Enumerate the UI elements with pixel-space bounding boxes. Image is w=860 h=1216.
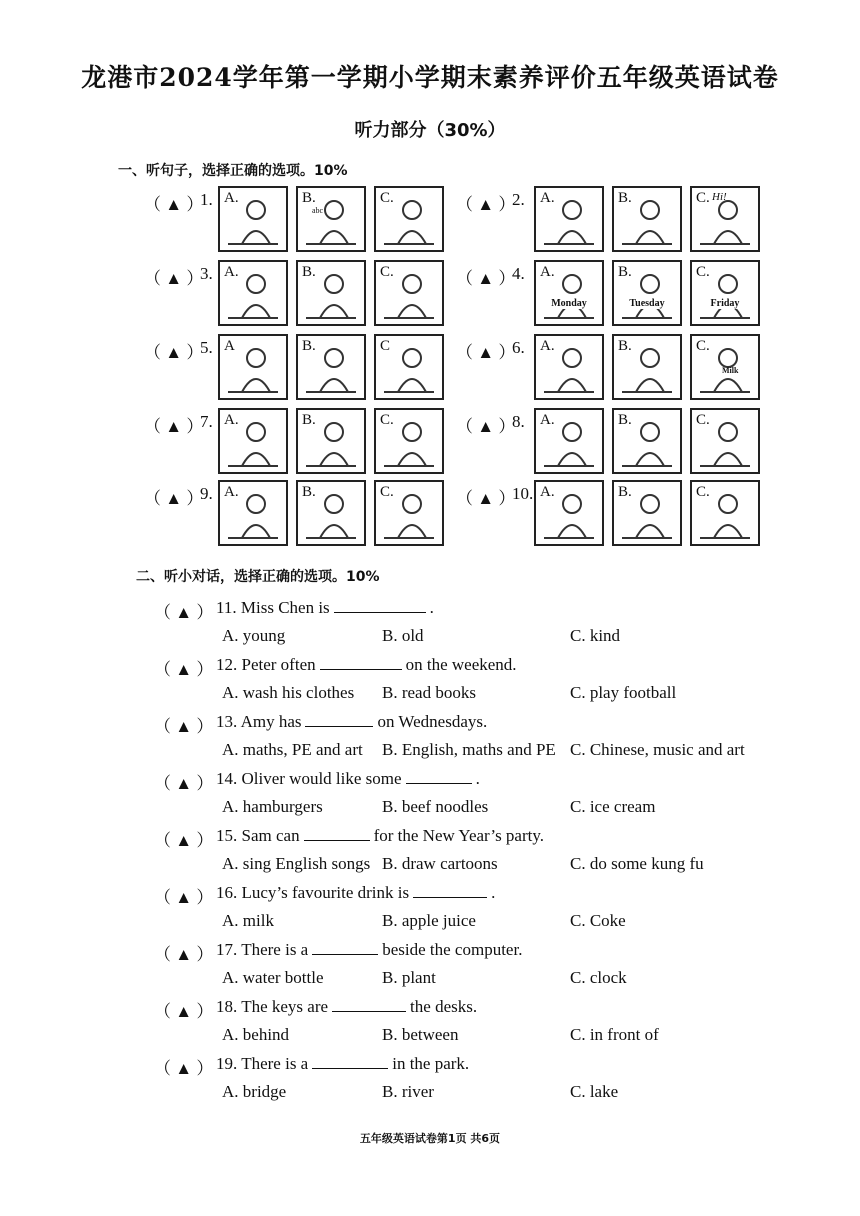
question-9-answer-bracket: （ ▲ ）: [144, 489, 204, 508]
option-letter: A.: [540, 338, 555, 354]
question-12-stem: [216, 655, 517, 675]
question-16-option-a[interactable]: A. milk: [222, 911, 274, 930]
option-letter: A: [224, 338, 235, 354]
question-text-before: Oliver would like some: [241, 769, 402, 788]
question-11-option-c[interactable]: C. kind: [570, 626, 621, 645]
exam-title: 龙港市2024学年第一学期小学期末素养评价五年级英语试卷: [81, 63, 779, 92]
picture-text: abc: [312, 206, 324, 215]
option-letter: C.: [380, 264, 394, 280]
question-text-before: There is a: [241, 940, 309, 959]
question-19-stem: [216, 1054, 469, 1074]
question-number: 19.: [216, 1054, 238, 1073]
question-9-option-a-picture[interactable]: [218, 480, 288, 546]
option-letter: C.: [696, 484, 710, 500]
question-5-option-a-picture[interactable]: [218, 334, 288, 400]
question-15-stem: [216, 826, 544, 846]
question-13-option-a[interactable]: A. maths, PE and art: [222, 740, 363, 759]
question-number: 16.: [216, 883, 238, 902]
answer-blank[interactable]: [320, 655, 402, 670]
picture-text: Milk: [722, 366, 739, 375]
question-text-after: the desks.: [410, 997, 478, 1016]
question-11-stem: [216, 598, 434, 618]
question-8-answer-bracket: （ ▲ ）: [456, 417, 516, 436]
question-10-option-b-picture[interactable]: [612, 480, 682, 546]
picture-text: Monday: [536, 298, 602, 309]
question-11-option-b[interactable]: B. old: [382, 626, 424, 645]
question-15-option-a[interactable]: A. sing English songs: [222, 854, 371, 873]
section-subtitle: 听力部分（30%）: [354, 120, 506, 141]
question-7-option-a-picture[interactable]: [218, 408, 288, 474]
question-3-option-a-picture[interactable]: [218, 260, 288, 326]
question-text-after: .: [475, 769, 480, 788]
option-letter: B.: [618, 264, 632, 280]
question-14-stem: [216, 769, 480, 789]
question-14-option-b[interactable]: B. beef noodles: [382, 797, 489, 816]
question-7-answer-bracket: （ ▲ ）: [144, 417, 204, 436]
answer-blank[interactable]: [413, 883, 487, 898]
option-letter: C.: [696, 264, 710, 280]
question-1-number: 1.: [200, 190, 213, 209]
question-17-stem: [216, 940, 522, 960]
question-10-answer-bracket: （ ▲ ）: [456, 489, 516, 508]
question-5-option-b-picture[interactable]: [296, 334, 366, 400]
question-text-after: .: [429, 598, 434, 617]
question-13-answer-bracket: （ ▲ ）: [154, 717, 214, 736]
question-17-option-a[interactable]: A. water bottle: [222, 968, 324, 987]
question-12-option-b[interactable]: B. read books: [382, 683, 476, 702]
question-9-number: 9.: [200, 484, 213, 503]
question-13-option-c[interactable]: C. Chinese, music and art: [570, 740, 745, 759]
question-number: 12.: [216, 655, 238, 674]
question-19-option-a[interactable]: A. bridge: [222, 1082, 287, 1101]
question-1-answer-bracket: （ ▲ ）: [144, 195, 204, 214]
option-letter: C.: [696, 412, 710, 428]
option-letter: A.: [540, 412, 555, 428]
question-3-option-b-picture[interactable]: [296, 260, 366, 326]
question-14-option-a[interactable]: A. hamburgers: [222, 797, 323, 816]
question-17-option-b[interactable]: B. plant: [382, 968, 436, 987]
option-letter: A.: [540, 190, 555, 206]
question-8-number: 8.: [512, 412, 525, 431]
question-2-option-a-picture[interactable]: [534, 186, 604, 252]
question-text-after: beside the computer.: [382, 940, 523, 959]
question-6-number: 6.: [512, 338, 525, 357]
question-13-option-b[interactable]: B. English, maths and PE: [382, 740, 556, 759]
option-letter: C: [380, 338, 391, 354]
answer-blank[interactable]: [312, 1054, 388, 1069]
question-9-option-c-picture[interactable]: [374, 480, 444, 546]
question-6-option-b-picture[interactable]: [612, 334, 682, 400]
question-1-option-b-picture[interactable]: [296, 186, 366, 252]
question-text-after: .: [491, 883, 496, 902]
question-18-option-b[interactable]: B. between: [382, 1025, 459, 1044]
question-12-option-c[interactable]: C. play football: [570, 683, 677, 702]
option-letter: C.: [380, 190, 394, 206]
question-16-answer-bracket: （ ▲ ）: [154, 888, 214, 907]
question-number: 13.: [216, 712, 238, 731]
question-5-answer-bracket: （ ▲ ）: [144, 343, 204, 362]
option-letter: A.: [224, 190, 239, 206]
question-text-before: Sam can: [241, 826, 300, 845]
answer-blank[interactable]: [406, 769, 472, 784]
option-letter: B.: [302, 264, 316, 280]
answer-blank[interactable]: [334, 598, 426, 613]
question-16-option-c[interactable]: C. Coke: [570, 911, 626, 930]
picture-text: Friday: [692, 298, 758, 309]
answer-blank[interactable]: [304, 826, 370, 841]
question-3-number: 3.: [200, 264, 213, 283]
question-16-option-b[interactable]: B. apple juice: [382, 911, 476, 930]
question-12-option-a[interactable]: A. wash his clothes: [222, 683, 355, 702]
question-text-after: in the park.: [392, 1054, 470, 1073]
answer-blank[interactable]: [312, 940, 378, 955]
option-letter: C.: [380, 412, 394, 428]
question-11-option-a[interactable]: A. young: [222, 626, 286, 645]
question-8-option-a-picture[interactable]: [534, 408, 604, 474]
option-letter: B.: [302, 190, 316, 206]
question-7-option-b-picture[interactable]: [296, 408, 366, 474]
page-footer: 五年级英语试卷第1页 共6页: [359, 1132, 501, 1145]
section1-heading: 一、听句子，选择正确的选项。10%: [118, 163, 348, 179]
picture-text: Tuesday: [614, 298, 680, 309]
option-letter: B.: [618, 412, 632, 428]
question-2-option-c-picture[interactable]: [690, 186, 760, 252]
answer-blank[interactable]: [332, 997, 406, 1012]
question-13-stem: [216, 712, 487, 732]
question-4-answer-bracket: （ ▲ ）: [456, 269, 516, 288]
question-8-option-b-picture[interactable]: [612, 408, 682, 474]
question-19-option-c[interactable]: C. lake: [570, 1082, 619, 1101]
question-10-option-c-picture[interactable]: [690, 480, 760, 546]
question-number: 17.: [216, 940, 238, 959]
question-text-before: Miss Chen is: [240, 598, 330, 617]
question-text-before: The keys are: [241, 997, 329, 1016]
question-6-answer-bracket: （ ▲ ）: [456, 343, 516, 362]
question-2-option-b-picture[interactable]: [612, 186, 682, 252]
question-5-option-c-picture[interactable]: [374, 334, 444, 400]
question-10-number: 10.: [512, 484, 534, 503]
question-18-option-a[interactable]: A. behind: [222, 1025, 290, 1044]
picture-text: Hi!: [712, 191, 727, 203]
option-letter: B.: [618, 338, 632, 354]
question-number: 18.: [216, 997, 238, 1016]
question-6-option-c-picture[interactable]: [690, 334, 760, 400]
question-11-answer-bracket: （ ▲ ）: [154, 603, 214, 622]
question-9-option-b-picture[interactable]: [296, 480, 366, 546]
option-letter: A.: [224, 484, 239, 500]
option-letter: B.: [302, 412, 316, 428]
question-18-answer-bracket: （ ▲ ）: [154, 1002, 214, 1021]
question-4-number: 4.: [512, 264, 525, 283]
question-14-answer-bracket: （ ▲ ）: [154, 774, 214, 793]
question-5-number: 5.: [200, 338, 213, 357]
question-12-answer-bracket: （ ▲ ）: [154, 660, 214, 679]
question-text-before: Amy has: [240, 712, 302, 731]
option-letter: B.: [302, 338, 316, 354]
question-text-before: There is a: [241, 1054, 309, 1073]
question-text-after: on the weekend.: [405, 655, 517, 674]
question-1-option-c-picture[interactable]: [374, 186, 444, 252]
question-text-before: Lucy’s favourite drink is: [241, 883, 410, 902]
question-17-answer-bracket: （ ▲ ）: [154, 945, 214, 964]
question-2-number: 2.: [512, 190, 525, 209]
section2-heading: 二、听小对话，选择正确的选项。10%: [136, 569, 380, 585]
question-8-option-c-picture[interactable]: [690, 408, 760, 474]
question-14-option-c[interactable]: C. ice cream: [570, 797, 656, 816]
question-2-answer-bracket: （ ▲ ）: [456, 195, 516, 214]
question-6-option-a-picture[interactable]: [534, 334, 604, 400]
question-text-after: on Wednesdays.: [377, 712, 488, 731]
answer-blank[interactable]: [305, 712, 373, 727]
question-text-before: Peter often: [241, 655, 316, 674]
option-letter: A.: [224, 412, 239, 428]
question-16-stem: [216, 883, 495, 903]
question-10-option-a-picture[interactable]: [534, 480, 604, 546]
option-letter: A.: [540, 484, 555, 500]
question-3-answer-bracket: （ ▲ ）: [144, 269, 204, 288]
option-letter: A.: [540, 264, 555, 280]
question-7-option-c-picture[interactable]: [374, 408, 444, 474]
question-15-option-b[interactable]: B. draw cartoons: [382, 854, 498, 873]
question-15-option-c[interactable]: C. do some kung fu: [570, 854, 704, 873]
option-letter: C.: [696, 338, 710, 354]
option-letter: C.: [380, 484, 394, 500]
question-4-option-b-picture[interactable]: [612, 260, 682, 326]
question-text-after: for the New Year’s party.: [373, 826, 545, 845]
question-19-answer-bracket: （ ▲ ）: [154, 1059, 214, 1078]
question-1-option-a-picture[interactable]: [218, 186, 288, 252]
question-3-option-c-picture[interactable]: [374, 260, 444, 326]
question-17-option-c[interactable]: C. clock: [570, 968, 627, 987]
option-letter: C.: [696, 190, 710, 206]
question-number: 14.: [216, 769, 238, 788]
question-18-option-c[interactable]: C. in front of: [570, 1025, 659, 1044]
question-15-answer-bracket: （ ▲ ）: [154, 831, 214, 850]
question-18-stem: [216, 997, 477, 1017]
question-19-option-b[interactable]: B. river: [382, 1082, 434, 1101]
question-7-number: 7.: [200, 412, 213, 431]
option-letter: A.: [224, 264, 239, 280]
option-letter: B.: [302, 484, 316, 500]
question-4-option-a-picture[interactable]: [534, 260, 604, 326]
option-letter: B.: [618, 190, 632, 206]
option-letter: B.: [618, 484, 632, 500]
question-number: 11.: [216, 598, 237, 617]
question-4-option-c-picture[interactable]: [690, 260, 760, 326]
question-number: 15.: [216, 826, 238, 845]
